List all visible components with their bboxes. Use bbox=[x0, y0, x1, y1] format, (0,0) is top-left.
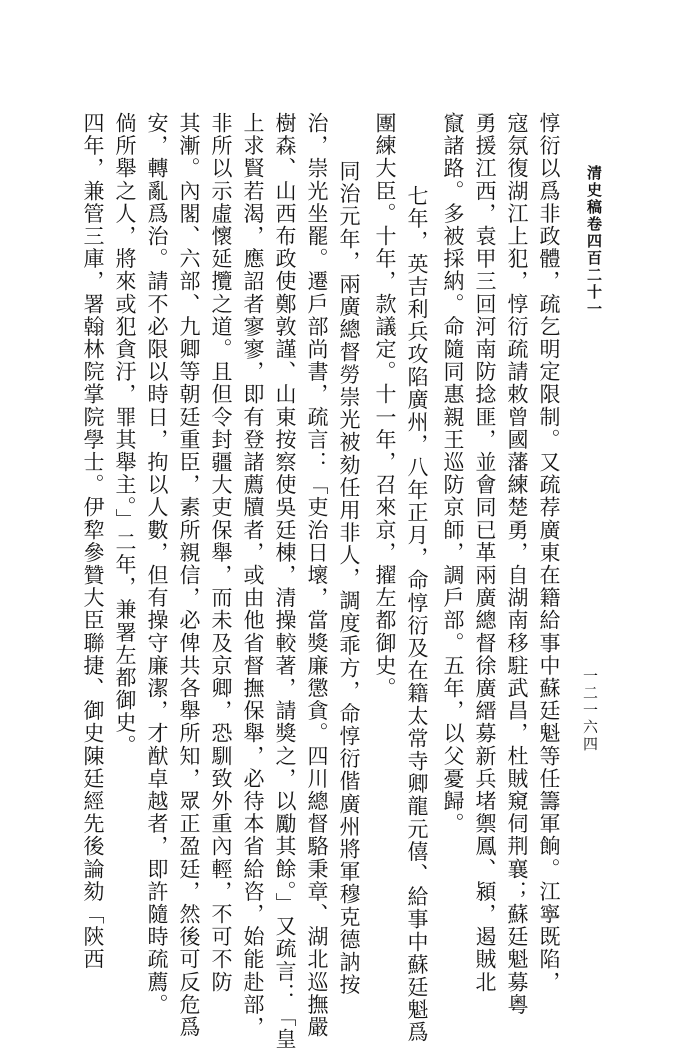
text-column-12: 其漸。內閣、六部、九卿等朝廷重臣，素所親信，必俾共各舉所知，眾正盈廷，然後可反危爲 bbox=[177, 112, 201, 1039]
text-column-6: 團練大臣。十年，款議定。十一年，召來京，擢左都御史。 bbox=[373, 112, 397, 700]
text-column-13: 安，轉亂爲治。請不必限以時日，拘以人數，但有操守廉潔，才猷卓越者，即許隨時疏薦。 bbox=[145, 112, 169, 1016]
page-number: 一二一六四 bbox=[581, 668, 599, 753]
text-column-10: 上求賢若渴，應詔者寥寥，即有登諸薦牘者，或由他省督撫保舉，必待本省給咨，始能赴部， bbox=[241, 112, 265, 1039]
text-column-15: 四年，兼管三庫，署翰林院掌院學士。伊犂參贊大臣聯捷、御史陳廷經先後論劾「陝西 bbox=[81, 112, 105, 971]
text-column-3: 勇援江西，袁甲三回河南防捻匪，並會同已革兩廣總督徐廣縉募新兵堵禦鳳、潁，遏賊北 bbox=[473, 112, 497, 994]
page-header-title: 清史稿卷四百二十一 bbox=[585, 165, 603, 318]
text-column-11: 非所以示虛懷延攬之道。且但令封疆大吏保舉，而未及京卿，恐馴致外重內輕，不可不防 bbox=[209, 112, 233, 994]
text-column-2: 寇氛復湖江上犯，惇衍疏請敕曾國藩練楚勇，自湖南移駐武昌，杜賊窺伺荆襄；蘇廷魁募粵 bbox=[505, 112, 529, 1016]
text-column-8: 治，崇光坐罷。遷戶部尚書，疏言：「吏治日壞，當獎廉懲貪。四川總督駱秉章、湖北巡撫嚴 bbox=[305, 112, 329, 1039]
text-column-7: 同治元年，兩廣總督勞崇光被劾任用非人，調度乖方，命惇衍偕廣州將軍穆克德訥按 bbox=[337, 160, 361, 997]
text-column-1: 惇衍以爲非政體，疏乞明定限制。又疏荐廣東在籍給事中蘇廷魁等任籌軍餉。江寧既陷， bbox=[537, 112, 561, 994]
text-column-5: 七年，英吉利兵攻陷廣州，八年正月，命惇衍及在籍太常寺卿龍元僖、給事中蘇廷魁爲 bbox=[405, 185, 429, 1044]
text-column-14: 倘所舉之人，將來或犯貪汙，罪其舉主。」二年，兼署左都御史。 bbox=[113, 112, 137, 757]
text-column-9: 樹森、山西布政使鄭敦謹、山東按察使吳廷棟，清操較著，請獎之，以勵其餘。」又疏言：「皇 bbox=[273, 112, 297, 1051]
text-column-4: 竄諸路。多被採納。命隨同惠親王巡防京師，調戶部。五年，以父憂歸。 bbox=[441, 112, 465, 836]
